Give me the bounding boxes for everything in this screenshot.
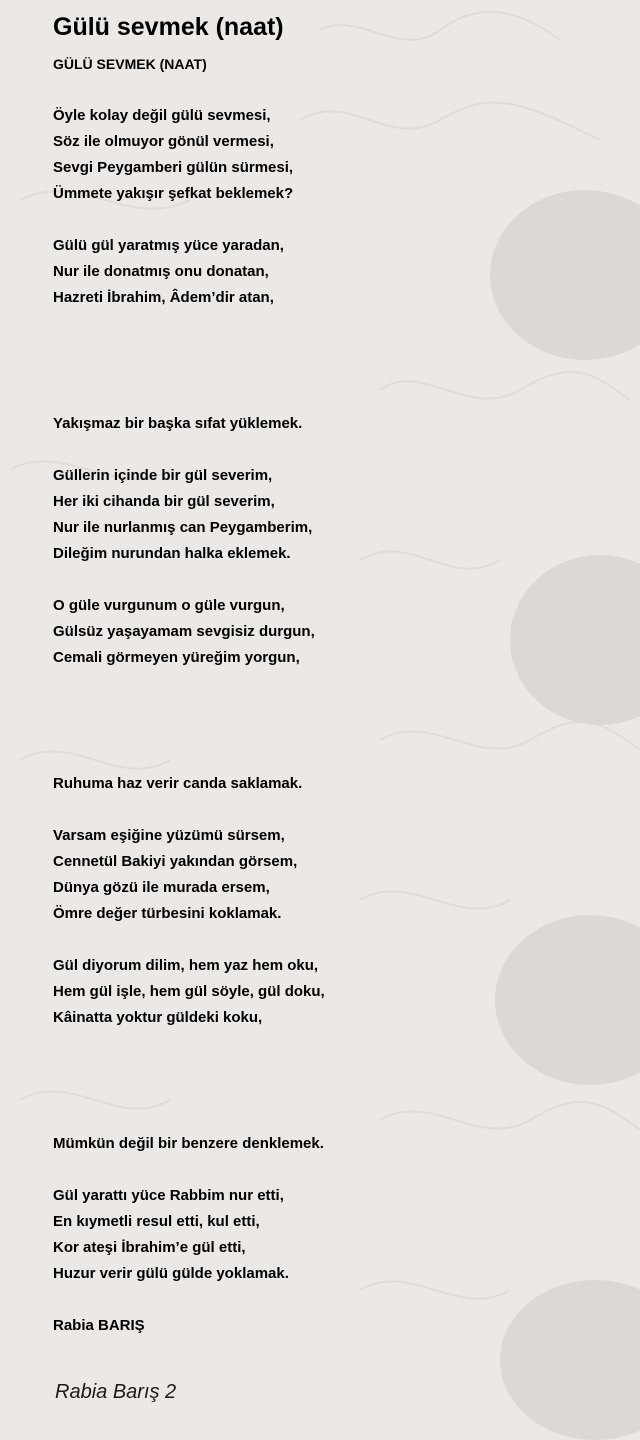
poem-line: Huzur verir gülü gülde yoklamak. [53, 1265, 289, 1282]
poem-line: Gül diyorum dilim, hem yaz hem oku, [53, 957, 319, 974]
poem-line: Nur ile donatmış onu donatan, [53, 263, 269, 280]
poem-line: Dileğim nurundan halka eklemek. [53, 545, 291, 562]
poem-line: Kâinatta yoktur güldeki koku, [53, 1009, 263, 1026]
poem-line: Söz ile olmuyor gönül vermesi, [53, 133, 274, 150]
poem-line: Ümmete yakışır şefkat beklemek? [53, 185, 294, 202]
poem-line: Gülü gül yaratmış yüce yaradan, [53, 237, 284, 254]
poem-line: En kıymetli resul etti, kul etti, [53, 1213, 260, 1230]
poem-line: Sevgi Peygamberi gülün sürmesi, [53, 159, 294, 176]
poem-line: Varsam eşiğine yüzümü sürsem, [53, 827, 285, 844]
footer-author-link[interactable]: Rabia Barış 2 [55, 1381, 177, 1403]
poem-line: Nur ile nurlanmış can Peygamberim, [53, 519, 313, 536]
poem-line: Ruhuma haz verir canda saklamak. [53, 775, 303, 792]
poem-line: Gül yarattı yüce Rabbim nur etti, [53, 1187, 284, 1204]
poem-line: Gülsüz yaşayamam sevgisiz durgun, [53, 623, 315, 640]
poem-line: Dünya gözü ile murada ersem, [53, 879, 270, 896]
poem-line: Yakışmaz bir başka sıfat yüklemek. [53, 415, 303, 432]
poem-line: Ömre değer türbesini koklamak. [53, 905, 282, 922]
poem-signature: Rabia BARIŞ [53, 1317, 145, 1334]
poem-line: Kor ateşi İbrahim’e gül etti, [53, 1239, 246, 1256]
poem-line: Güllerin içinde bir gül severim, [53, 467, 273, 484]
poem-heading: GÜLÜ SEVMEK (NAAT) [53, 56, 207, 72]
poem-line: Öyle kolay değil gülü sevmesi, [53, 107, 271, 124]
poem-line: Mümkün değil bir benzere denklemek. [53, 1135, 324, 1152]
poem-line: O güle vurgunum o güle vurgun, [53, 597, 285, 614]
poem-line: Hem gül işle, hem gül söyle, gül doku, [53, 983, 325, 1000]
poem-line: Her iki cihanda bir gül severim, [53, 493, 275, 510]
page-title: Gülü sevmek (naat) [53, 13, 284, 41]
poem-line: Hazreti İbrahim, Âdem’dir atan, [53, 289, 274, 306]
poem-line: Cemali görmeyen yüreğim yorgun, [53, 649, 300, 666]
poem-line: Cennetül Bakiyi yakından görsem, [53, 853, 298, 870]
